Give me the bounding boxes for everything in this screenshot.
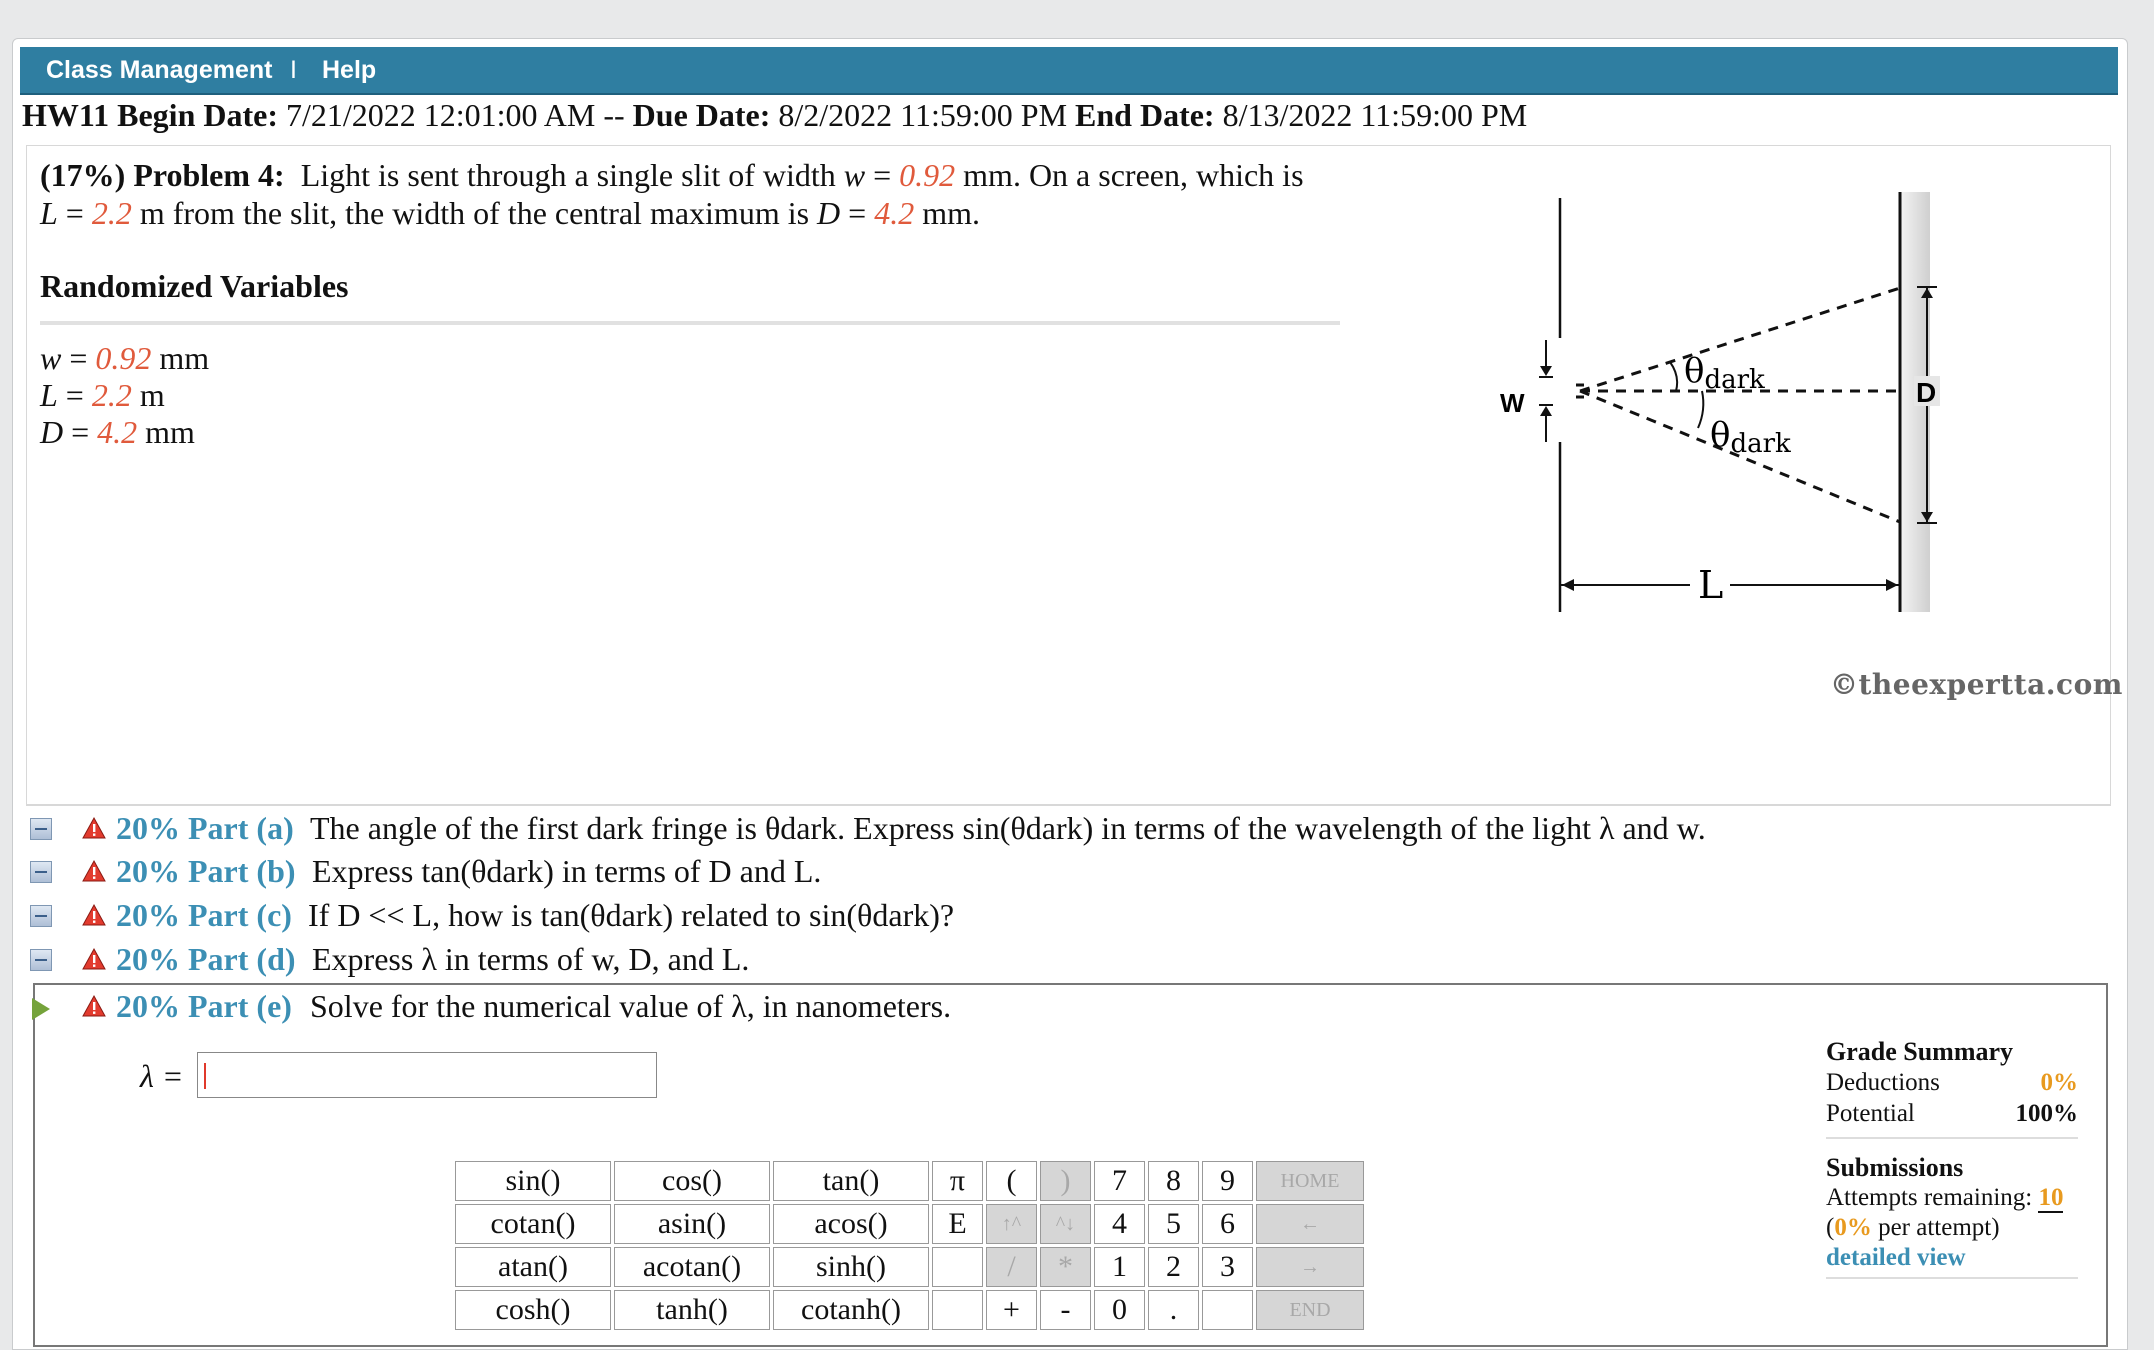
L-symbol: L — [40, 195, 58, 231]
per-attempt-text: per attempt) — [1878, 1214, 2000, 1241]
part-label: 20% Part (b) — [116, 853, 296, 889]
key-cotanh[interactable]: cotanh() — [773, 1290, 929, 1330]
problem-text-2: mm. On a screen, which is — [963, 157, 1304, 193]
var-value: 0.92 — [95, 340, 152, 376]
key-cosh[interactable]: cosh() — [455, 1290, 611, 1330]
part-label: 20% Part (d) — [116, 941, 296, 977]
collapse-icon[interactable] — [30, 818, 52, 840]
key-open-paren[interactable]: ( — [986, 1161, 1037, 1201]
variable-row-w: w = 0.92 mm — [40, 340, 210, 376]
answer-input[interactable] — [197, 1052, 657, 1098]
warning-icon — [82, 903, 106, 927]
warning-icon — [82, 947, 106, 971]
copyright-text: ©theexpertta.com — [1830, 668, 2123, 701]
key-5[interactable]: 5 — [1148, 1204, 1199, 1244]
key-asin[interactable]: asin() — [614, 1204, 770, 1244]
key-blank — [1202, 1290, 1253, 1330]
key-multiply[interactable]: * — [1040, 1247, 1091, 1287]
key-home[interactable]: HOME — [1256, 1161, 1364, 1201]
w-label: W — [1500, 388, 1525, 418]
potential-value: 100% — [2015, 1100, 2078, 1127]
L-label: L — [1698, 563, 1724, 607]
key-exponent-down[interactable]: ^↓ — [1040, 1204, 1091, 1244]
warning-icon — [82, 994, 106, 1018]
problem-text-3: m from the slit, the width of the central maximum is — [139, 195, 810, 231]
key-1[interactable]: 1 — [1094, 1247, 1145, 1287]
part-description: The angle of the first dark fringe is θdark. Express sin(θdark) in terms of the wavelength of the light λ and w. — [310, 810, 1706, 846]
var-symbol: w — [40, 340, 62, 376]
var-unit: mm — [159, 340, 210, 376]
detailed-view-link[interactable]: detailed view — [1826, 1244, 1966, 1271]
end-label: End Date: — [1075, 97, 1215, 133]
end-date: 8/13/2022 11:59:00 PM — [1222, 97, 1528, 133]
hw-begin-label: HW11 Begin Date: — [22, 97, 278, 133]
key-E[interactable]: E — [932, 1204, 983, 1244]
due-date: 8/2/2022 11:59:00 PM — [778, 97, 1068, 133]
deductions-label: Deductions — [1826, 1069, 1940, 1096]
key-4[interactable]: 4 — [1094, 1204, 1145, 1244]
var-unit: mm — [145, 414, 195, 450]
var-symbol: D — [40, 414, 64, 450]
key-right-arrow[interactable]: → — [1256, 1247, 1364, 1287]
warning-icon — [82, 859, 106, 883]
nav-separator: I — [290, 56, 297, 84]
part-label: 20% Part (c) — [116, 897, 292, 933]
key-blank — [932, 1247, 983, 1287]
w-value: 0.92 — [899, 157, 956, 193]
randomized-variables-list — [40, 340, 209, 451]
var-value: 2.2 — [91, 377, 132, 413]
per-attempt-row — [1826, 1213, 2078, 1243]
L-value: 2.2 — [91, 195, 132, 231]
dates-dash: -- — [603, 97, 625, 133]
key-backspace[interactable]: ← — [1256, 1204, 1364, 1244]
top-nav-bar — [20, 47, 2118, 95]
grade-summary-panel — [1826, 1037, 2078, 1279]
key-0[interactable]: 0 — [1094, 1290, 1145, 1330]
grade-divider — [1826, 1137, 2078, 1139]
variable-row-D: D = 4.2 mm — [40, 414, 195, 450]
answer-label: λ = — [140, 1058, 184, 1094]
calculator-keypad — [452, 1158, 1367, 1333]
potential-row — [1826, 1098, 2078, 1129]
paren: ( — [1826, 1214, 1835, 1241]
single-slit-diagram — [1480, 180, 1937, 620]
key-9[interactable]: 9 — [1202, 1161, 1253, 1201]
warning-icon — [82, 816, 106, 840]
w-symbol: w — [843, 157, 866, 193]
detailed-view-row — [1826, 1243, 2078, 1279]
collapse-icon[interactable] — [30, 905, 52, 927]
key-acos[interactable]: acos() — [773, 1204, 929, 1244]
attempts-value: 10 — [2038, 1184, 2064, 1211]
problem-text-1: Light is sent through a single slit of width — [300, 157, 836, 193]
key-7[interactable]: 7 — [1094, 1161, 1145, 1201]
part-description: Express tan(θdark) in terms of D and L. — [312, 853, 822, 889]
help-link[interactable]: Help — [322, 56, 377, 84]
problem-weight: (17%) — [40, 157, 126, 193]
class-management-link[interactable]: Class Management — [46, 56, 273, 84]
part-description: Solve for the numerical value of λ, in nanometers. — [310, 988, 952, 1024]
key-tanh[interactable]: tanh() — [614, 1290, 770, 1330]
deductions-row — [1826, 1067, 2078, 1098]
key-plus[interactable]: + — [986, 1290, 1037, 1330]
variable-row-L: L = 2.2 m — [40, 377, 165, 413]
attempts-row — [1826, 1183, 2078, 1213]
deductions-value: 0% — [2040, 1069, 2078, 1096]
D-symbol: D — [817, 195, 841, 231]
part-description: If D << L, how is tan(θdark) related to sin(θdark)? — [308, 897, 955, 933]
key-end[interactable]: END — [1256, 1290, 1364, 1330]
problem-title: Problem 4: — [133, 157, 285, 193]
key-exponent-up[interactable]: ↑^ — [986, 1204, 1037, 1244]
key-close-paren[interactable]: ) — [1040, 1161, 1091, 1201]
D-value: 4.2 — [874, 195, 915, 231]
collapse-icon[interactable] — [30, 949, 52, 971]
per-attempt-percent: 0% — [1834, 1214, 1872, 1241]
key-sinh[interactable]: sinh() — [773, 1247, 929, 1287]
key-sin[interactable]: sin() — [455, 1161, 611, 1201]
var-symbol: L — [40, 377, 58, 413]
potential-label: Potential — [1826, 1100, 1915, 1127]
key-6[interactable]: 6 — [1202, 1204, 1253, 1244]
theta-dark-upper: θdark — [1684, 351, 1765, 395]
due-label: Due Date: — [632, 97, 771, 133]
equals: = — [65, 195, 84, 231]
key-pi[interactable]: π — [932, 1161, 983, 1201]
key-acotan[interactable]: acotan() — [614, 1247, 770, 1287]
assignment-dates — [22, 97, 1527, 134]
key-2[interactable]: 2 — [1148, 1247, 1199, 1287]
key-8[interactable]: 8 — [1148, 1161, 1199, 1201]
key-cos[interactable]: cos() — [614, 1161, 770, 1201]
grade-summary-title: Grade Summary — [1826, 1037, 2014, 1066]
key-minus[interactable]: - — [1040, 1290, 1091, 1330]
randomized-variables-title: Randomized Variables — [40, 268, 349, 304]
theta-dark-lower: θdark — [1710, 415, 1791, 459]
problem-statement — [40, 156, 1340, 232]
var-value: 4.2 — [97, 414, 138, 450]
D-label: D — [1916, 377, 1937, 408]
key-divide[interactable]: / — [986, 1247, 1037, 1287]
submissions-title: Submissions — [1826, 1153, 1964, 1182]
key-blank — [932, 1290, 983, 1330]
key-3[interactable]: 3 — [1202, 1247, 1253, 1287]
key-tan[interactable]: tan() — [773, 1161, 929, 1201]
key-cotan[interactable]: cotan() — [455, 1204, 611, 1244]
key-decimal[interactable]: . — [1148, 1290, 1199, 1330]
attempts-label: Attempts remaining: — [1826, 1184, 2033, 1211]
part-description: Express λ in terms of w, D, and L. — [312, 941, 750, 977]
key-atan[interactable]: atan() — [455, 1247, 611, 1287]
part-label: 20% Part (e) — [116, 988, 292, 1024]
text-cursor — [204, 1063, 206, 1089]
begin-date: 7/21/2022 12:01:00 AM — [285, 97, 596, 133]
equals: = — [848, 195, 867, 231]
equals: = — [873, 157, 892, 193]
expand-arrow-icon[interactable] — [32, 998, 50, 1020]
part-label: 20% Part (a) — [116, 810, 294, 846]
problem-text-4: mm. — [922, 195, 980, 231]
randomized-divider — [40, 321, 1340, 325]
collapse-icon[interactable] — [30, 861, 52, 883]
var-unit: m — [139, 377, 165, 413]
